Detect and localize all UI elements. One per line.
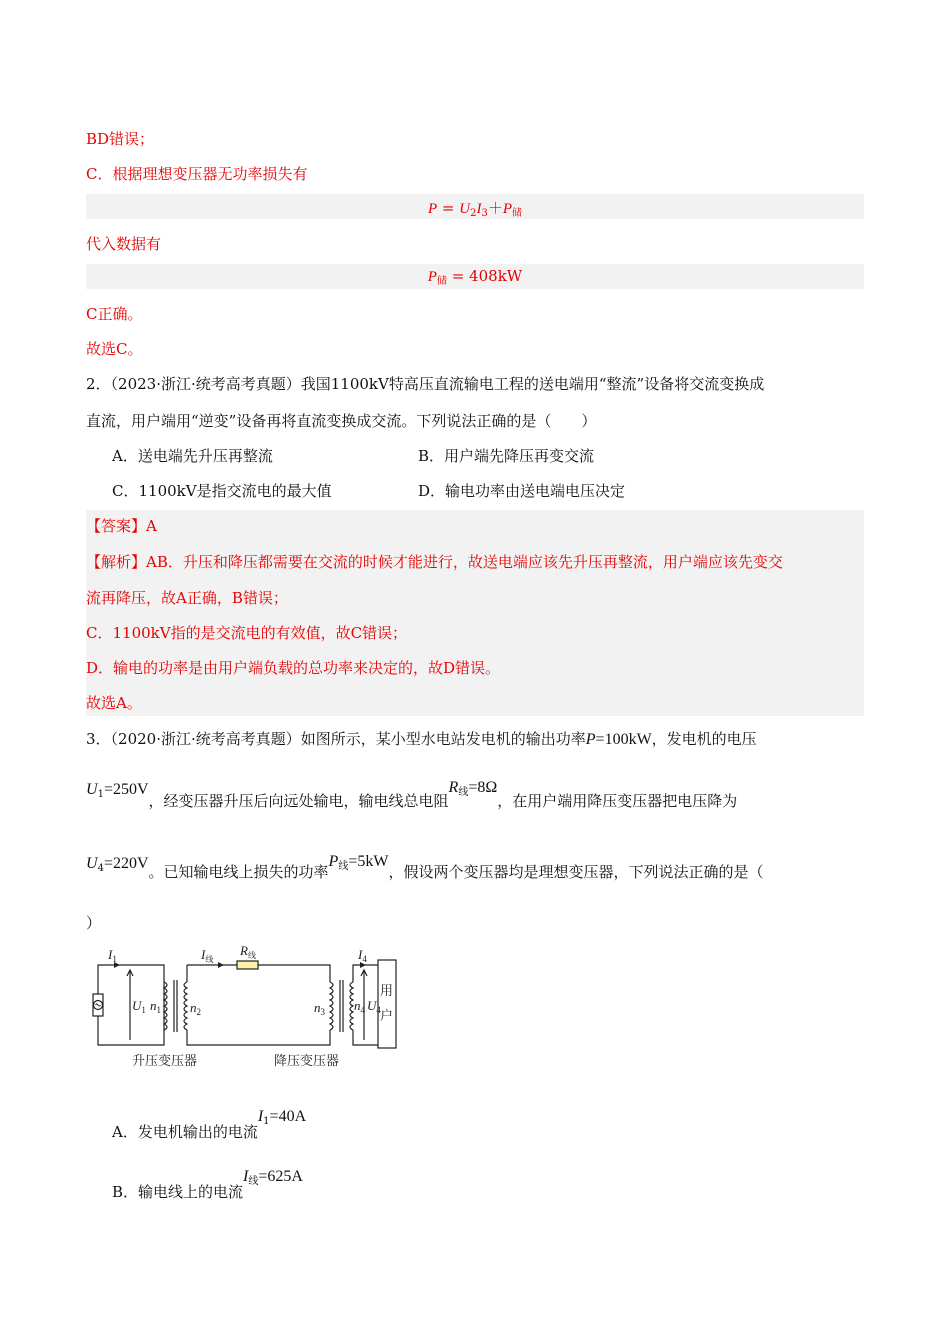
- label-n1: $n_1$: [150, 998, 161, 1015]
- q3-stem-line4: ）: [86, 914, 102, 932]
- step-down-secondary-coil: [350, 982, 353, 1030]
- step-up-secondary-coil: [184, 982, 187, 1030]
- stored-power-equation: $P_储 = 408kW$: [427, 267, 523, 287]
- q2-option-b[interactable]: B．用户端先降压再变交流: [418, 447, 595, 465]
- line-resistor: [237, 961, 258, 969]
- step-down-primary-coil: [330, 982, 333, 1030]
- q2-analysis-line1: 【解析】AB．升压和降压都需要在交流的时候才能进行，故送电端应该先升压再整流，用户端应该先变交: [86, 553, 783, 571]
- q2-analysis-line3: C．1100kV指的是交流电的有效值，故C错误；: [86, 624, 408, 642]
- q2-analysis-line4: D．输电的功率是由用户端负载的总功率来决定的，故D错误。: [86, 659, 501, 677]
- label-U4: $U_4$: [367, 998, 381, 1015]
- q3-option-b[interactable]: B．输电线上的电流$I_线=625A$: [112, 1168, 303, 1201]
- q2-option-d[interactable]: D．输电功率由送电端电压决定: [418, 482, 626, 500]
- q3-option-a[interactable]: A．发电机输出的电流$I_1=40A$: [112, 1108, 307, 1141]
- label-user-2: 户: [380, 1008, 394, 1023]
- q2-analysis-line2: 流再降压，故A正确，B错误；: [86, 589, 288, 607]
- label-I4: $I_4$: [358, 947, 367, 964]
- label-n3: $n_3$: [314, 1000, 325, 1017]
- c-option-analysis: C．根据理想变压器无功率损失有: [86, 165, 308, 183]
- power-equation: $P = U_2I_3+P_储$: [427, 199, 523, 219]
- q2-stem-line1: 2．（2023·浙江·统考高考真题）我国1100kV特高压直流输电工程的送电端用“整流”设备将交流变换成: [86, 375, 765, 393]
- label-U1: $U_1$: [132, 998, 146, 1015]
- q3-stem-line3: $U_4=220V$。已知输电线上损失的功率$P_线=5kW$，假设两个变压器均是理想变压器，下列说法正确的是（: [86, 853, 764, 881]
- label-user-1: 用: [380, 983, 394, 998]
- transmission-line-wire: [187, 965, 330, 1045]
- label-I1: $I_1$: [108, 947, 117, 964]
- label-step-down: 降压变压器: [274, 1053, 340, 1068]
- label-n4: $n_4$: [354, 998, 365, 1015]
- q2-answer: 【答案】A: [86, 517, 157, 535]
- q2-stem-line2: 直流，用户端用“逆变”设备再将直流变换成交流。下列说法正确的是（ ）: [86, 412, 597, 430]
- q2-option-c[interactable]: C．1100kV是指交流电的最大值: [112, 482, 332, 500]
- transformer-circuit-diagram: [86, 940, 406, 1070]
- label-R-line: $R_线$: [240, 943, 256, 960]
- q2-option-a[interactable]: A．送电端先升压再整流: [112, 447, 273, 465]
- label-I-line: $I_线$: [201, 947, 214, 964]
- label-step-up: 升压变压器: [132, 1053, 198, 1068]
- q3-stem-line2: $U_1=250V$，经变压器升压后向远处输电，输电线总电阻$R_线=8\Omega$，在用户端用降压变压器把电压降为: [86, 779, 738, 810]
- bd-wrong-text: BD错误；: [86, 130, 155, 148]
- q2-answer-box: [86, 510, 864, 716]
- label-n2: $n_2$: [190, 1000, 201, 1017]
- q2-choose: 故选A。: [86, 694, 142, 712]
- q3-stem-line1: 3．（2020·浙江·统考高考真题）如图所示，某小型水电站发电机的输出功率P=100kW，发电机的电压: [86, 730, 757, 748]
- user-box: [378, 960, 396, 1048]
- c-correct-text: C正确。: [86, 305, 143, 323]
- prev-choose-text: 故选C。: [86, 340, 143, 358]
- substitute-text: 代入数据有: [86, 235, 162, 253]
